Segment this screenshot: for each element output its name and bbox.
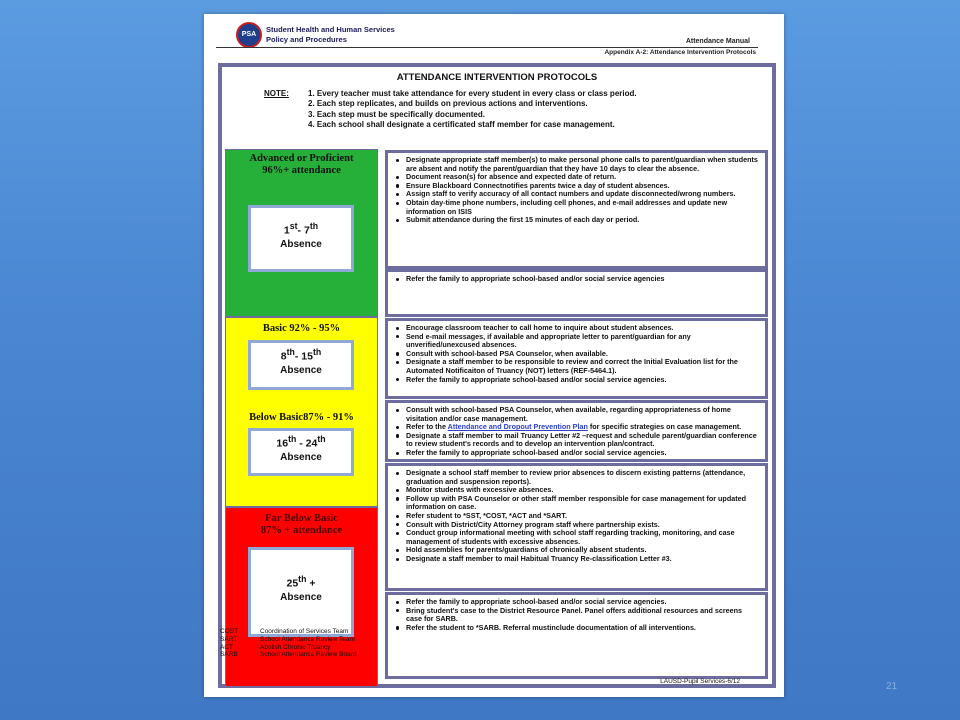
intervention-item: Follow up with PSA Counselor or other staff member responsible for case management for updated information on case. (394, 495, 759, 512)
absence-label: Absence (280, 591, 322, 603)
intervention-item: Designate a staff member to mail Truancy Letter #2 –request and schedule parent/guardian conference to review student's records and to develop an intervention plan/contract. (394, 432, 759, 449)
slide-number: 21 (886, 681, 898, 692)
level-advanced-title (226, 153, 377, 177)
level-advanced (225, 149, 378, 317)
legend-row: SART School Attendance Review Team (220, 635, 355, 643)
intervention-item: Consult with school-based PSA Counselor, when available. (394, 350, 759, 359)
intervention-box-3 (385, 318, 768, 399)
intervention-item: Refer the family to appropriate school-based and/or social service agencies (394, 275, 759, 284)
intervention-item: Document reason(s) for absence and expected date of return. (394, 173, 759, 182)
intervention-item: Designate a school staff member to review prior absences to discern existing patterns (attendance, graduation and suspension reports). (394, 469, 759, 486)
note-item: 2. Each step replicates, and builds on previous actions and interventions. (308, 99, 588, 109)
level-far-below-line2: 87% + attendance (260, 525, 343, 536)
absence-label: Absence (280, 364, 322, 376)
legend-row: ACT Abolish Chronic Truancy (220, 643, 331, 651)
psa-logo: PSA (236, 22, 262, 48)
intervention-item: Refer the student to *SARB. Referral mustinclude documentation of all interventions. (394, 624, 759, 633)
header-org: Student Health and Human Services (266, 25, 395, 34)
level-far-below-basic (225, 507, 378, 687)
level-advanced-line1: Advanced or Proficient (249, 153, 354, 164)
intervention-item: Refer to the Attendance and Dropout Prevention Plan for specific strategies on case management. (394, 423, 759, 432)
intervention-item: Encourage classroom teacher to call home to inquire about student absences. (394, 324, 759, 333)
absence-box-3 (248, 428, 354, 476)
header-policy: Policy and Procedures (266, 35, 347, 44)
level-advanced-line2: 96%+ attendance (262, 165, 341, 176)
absence-range: 25th + (286, 574, 316, 590)
intervention-box-4 (385, 400, 768, 462)
intervention-item: Obtain day-time phone numbers, including cell phones, and e-mail addresses and update new information on ISIS (394, 199, 759, 216)
absence-box-2 (248, 340, 354, 390)
protocol-frame (218, 63, 776, 688)
intervention-item: Send e-mail messages, if available and appropriate letter to parent/guardian for any unverified/unexcused absences. (394, 333, 759, 350)
attendance-plan-link[interactable]: Attendance and Dropout Prevention Plan (447, 422, 588, 432)
intervention-box-6 (385, 592, 768, 679)
intervention-item: Submit attendance during the first 15 minutes of each day or period. (394, 216, 759, 225)
intervention-box-2 (385, 269, 768, 317)
intervention-item: Refer the family to appropriate school-based and/or social service agencies. (394, 376, 759, 385)
abbreviation-legend (220, 628, 356, 659)
note-label: NOTE: (264, 89, 289, 98)
note-item: 3. Each step must be specifically documented. (308, 109, 485, 119)
intervention-item: Refer student to *SST, *COST, *ACT and *SART. (394, 512, 759, 521)
legend-row: SARB School Attendance Review Board (220, 651, 357, 659)
legend-row: COST Coordination of Services Team (220, 628, 349, 635)
notes-list (308, 89, 637, 130)
intervention-item: Refer the family to appropriate school-based and/or social service agencies. (394, 449, 759, 458)
level-far-below-title (226, 513, 377, 537)
intervention-item: Designate a staff member to mail Habitual Truancy Re-classification Letter #3. (394, 555, 759, 564)
intervention-item: Monitor students with excessive absences. (394, 486, 759, 495)
intervention-item: Assign staff to verify accuracy of all contact numbers and update disconnected/wrong numbers. (394, 190, 759, 199)
absence-box-1 (248, 205, 354, 272)
intervention-item: Designate a staff member to be responsible to review and correct the Initial Evaluation list for the Automated Notificaiton of Truancy (NOT) letters (REF-5464.1). (394, 358, 759, 375)
intervention-item: Refer the family to appropriate school-based and/or social service agencies. (394, 598, 759, 607)
absence-label: Absence (280, 451, 322, 463)
note-item: 4. Each school shall designate a certificated staff member for case management. (308, 119, 615, 129)
document-page (204, 14, 784, 697)
level-below-basic-title: Below Basic87% - 91% (249, 412, 354, 423)
absence-box-4 (248, 547, 354, 637)
level-basic (225, 317, 378, 507)
level-far-below-line1: Far Below Basic (265, 513, 338, 524)
header-appendix: Appendix A-2: Attendance Intervention Protocols (604, 49, 756, 56)
intervention-item: Consult with school-based PSA Counselor, when available, regarding appropriateness of home visitation and/or case management. (394, 406, 759, 423)
footer-source: LAUSD-Pupil Services-6/12 (660, 678, 740, 685)
note-item: 1. Every teacher must take attendance for every student in every class or class period. (308, 89, 637, 98)
intervention-item: Bring student's case to the District Resource Panel. Panel offers additional resources and screens case for SARB. (394, 607, 759, 624)
level-basic-title: Basic 92% - 95% (262, 323, 341, 334)
absence-range: 1st- 7th (283, 221, 319, 237)
absence-range: 8th- 15th (280, 347, 322, 363)
absence-range: 16th - 24th (276, 434, 326, 450)
intervention-box-5 (385, 463, 768, 591)
intervention-box-1 (385, 150, 768, 269)
intervention-item: Ensure Blackboard Connectnotifies parents twice a day of student absences. (394, 182, 759, 191)
intervention-item: Consult with District/City Attorney program staff where partnership exists. (394, 521, 759, 530)
intervention-item: Conduct group informational meeting with school staff regarding tracking, monitoring, and case management of students with excessive absences. (394, 529, 759, 546)
header-divider (216, 47, 758, 48)
header-manual: Attendance Manual (685, 38, 750, 45)
absence-label: Absence (280, 238, 322, 250)
intervention-item: Hold assemblies for parents/guardians of chronically absent students. (394, 546, 759, 555)
intervention-item: Designate appropriate staff member(s) to make personal phone calls to parent/guardian when students are absent and notify the parent/guardian that they have 10 days to clear the absence. (394, 156, 759, 173)
protocol-title: ATTENDANCE INTERVENTION PROTOCOLS (396, 72, 598, 83)
